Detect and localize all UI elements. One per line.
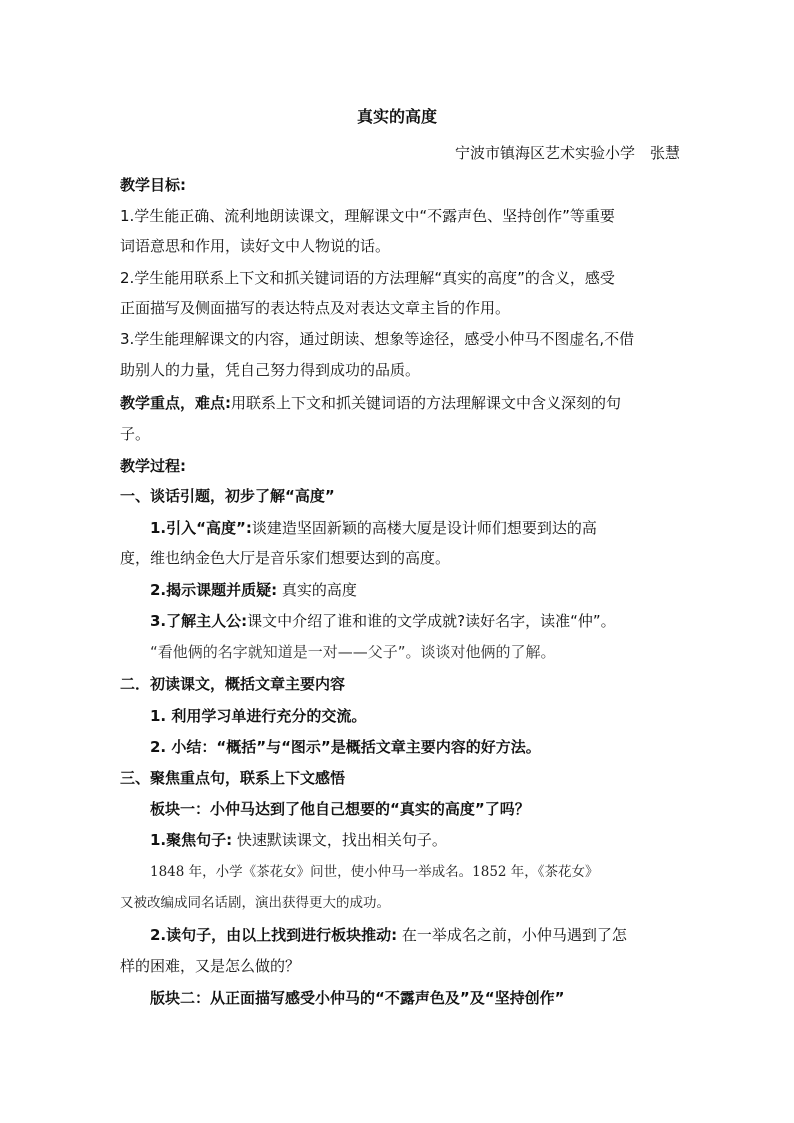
section-1-item-3-text: 课文中介绍了谁和谁的文学成就?读好名字，读准“仲”。	[247, 612, 616, 630]
goal-1-line-2: 词语意思和作用，读好文中人物说的话。	[120, 237, 391, 255]
section-3-quote-line-1: 1848 年，小学《茶花女》问世，使小仲马一举成名。1852 年，《茶花女》	[150, 864, 599, 880]
doc-author: 宁波市镇海区艺术实验小学 张慧	[454, 144, 680, 162]
section-3-item-1-label: 1.聚焦句子:	[150, 831, 233, 849]
goal-2-line-1: 2.学生能用联系上下文和抓关键词语的方法理解“真实的高度”的含义，感受	[120, 269, 615, 287]
section-3-block-1: 板块一：小仲马达到了他自己想要的“真实的高度”了吗？	[150, 800, 530, 818]
process-heading: 教学过程:	[120, 457, 186, 475]
goal-3-line-1: 3.学生能理解课文的内容，通过朗读、想象等途径，感受小仲马不图虚名,不借	[120, 330, 635, 348]
section-3-item-1-text: 快速默读课文，找出相关句子。	[232, 831, 447, 849]
section-3-item-2-line-1	[150, 925, 627, 945]
section-1-item-2	[150, 580, 357, 600]
section-3-item-1	[150, 830, 447, 850]
section-2-item-2: 2. 小结：“概括”与“图示”是概括文章主要内容的好方法。	[150, 738, 541, 756]
goals-heading: 教学目标:	[120, 176, 186, 194]
section-1-item-1-label: 1.引入“高度”:	[150, 519, 252, 537]
section-1-item-2-label: 2.揭示课题并质疑:	[150, 581, 278, 599]
section-1-item-1-line-2: 度，维也纳金色大厅是音乐家们想要达到的高度。	[120, 549, 451, 567]
section-3-item-2-label: 2.读句子，由以上找到进行板块推动:	[150, 926, 398, 944]
section-1-item-3-label: 3.了解主人公:	[150, 612, 248, 630]
goal-2-line-2: 正面描写及侧面描写的表达特点及对表达文章主旨的作用。	[120, 299, 511, 317]
section-2-item-1: 1. 利用学习单进行充分的交流。	[150, 707, 367, 725]
section-3-item-2-line-2: 样的困难，又是怎么做的？	[120, 957, 301, 975]
goal-3-line-2: 助别人的力量，凭自己努力得到成功的品质。	[120, 361, 421, 379]
section-2-heading: 二．初读课文，概括文章主要内容	[120, 675, 346, 693]
key-points-label: 教学重点，难点:	[120, 394, 231, 412]
key-points-text: 用联系上下文和抓关键词语的方法理解课文中含义深刻的句	[231, 394, 622, 412]
section-1-heading: 一、谈话引题，初步了解“高度”	[120, 487, 335, 505]
key-points-line-1	[120, 393, 621, 413]
section-1-item-1-line-1	[150, 518, 597, 538]
doc-title: 真实的高度	[356, 107, 437, 126]
section-1-item-3-quote: “看他俩的名字就知道是一对——父子”。谈谈对他俩的了解。	[150, 643, 556, 661]
goal-1-line-1: 1.学生能正确、流利地朗读课文，理解课文中“不露声色、坚持创作”等重要	[120, 207, 615, 225]
section-3-heading: 三、聚焦重点句，联系上下文感悟	[120, 769, 346, 787]
section-1-item-1-text: 谈建造坚固新颖的高楼大厦是设计师们想要到达的高	[251, 519, 597, 537]
section-1-item-2-text: 真实的高度	[277, 581, 357, 599]
section-3-item-2-text: 在一举成名之前，小仲马遇到了怎	[397, 926, 627, 944]
section-1-item-3	[150, 611, 616, 631]
key-points-line-2: 子。	[120, 425, 151, 443]
section-3-quote-line-2: 又被改编成同名话剧，演出获得更大的成功。	[120, 895, 390, 911]
section-3-block-2: 版块二：从正面描写感受小仲马的“不露声色及”及“坚持创作”	[150, 989, 565, 1007]
